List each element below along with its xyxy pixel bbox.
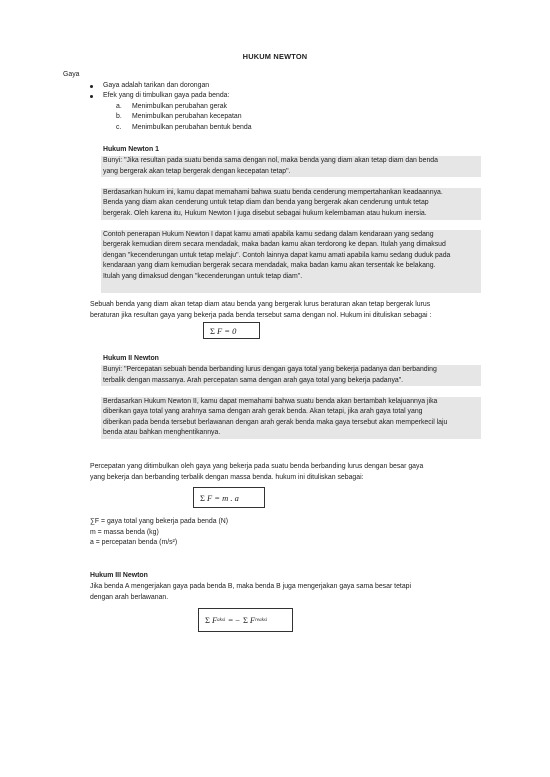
newton3-body — [90, 582, 411, 603]
newton3-line: dengan arah berlawanan. — [90, 593, 169, 601]
bullet-icon — [90, 95, 93, 98]
formula-newton3 — [198, 608, 293, 632]
newton1-body — [103, 156, 450, 282]
newton1-line: bergerak kemudian direm secara mendadak, maka badan kamu akan terdorong ke depan. Itulah yang dimaksud — [103, 241, 446, 248]
effect-text: Menimbulkan perubahan bentuk benda — [132, 124, 252, 131]
newton1-line — [103, 219, 450, 230]
newton1-line: dengan "kecenderungan untuk tetap melaju". Contoh lainnya dapat kamu amati apabila kamu sedang duduk pada — [103, 251, 451, 259]
newton2-heading: Hukum II Newton — [103, 355, 159, 362]
force-symbol: F — [211, 615, 218, 625]
newton1-line: bergerak. Oleh karena itu, Hukum Newton I juga disebut sebagai hukum kelembaman atau hukum inersia. — [103, 209, 427, 217]
formula-newton2 — [193, 487, 265, 508]
sigma-symbol: Σ — [210, 325, 215, 336]
summary-line: Percepatan yang ditimbulkan oleh gaya yang bekerja pada suatu benda berbanding lurus dengan besar gaya — [90, 463, 424, 470]
newton1-heading: Hukum Newton 1 — [103, 146, 159, 153]
force-symbol: F — [249, 615, 256, 625]
newton2-line: benda atau bahkan menghentikannya. — [103, 429, 221, 436]
effect-letter: b. — [116, 113, 122, 120]
newton1-line: Bunyi: "Jika resultan pada suatu benda sama dengan nol, maka benda yang diam akan tetap diam dan benda — [103, 157, 438, 164]
newton1-line — [103, 177, 450, 188]
effect-text: Menimbulkan perubahan kecepatan — [132, 113, 242, 120]
newton3-heading: Hukum III Newton — [90, 572, 148, 579]
newton2-line — [103, 386, 447, 397]
effect-letter: c. — [116, 124, 122, 131]
bullet-icon — [90, 85, 93, 88]
sigma-symbol: Σ — [200, 492, 205, 503]
newton1-line: Itulah yang dimaksud dengan "kecenderungan untuk tetap diam". — [103, 272, 303, 280]
newton1-summary — [90, 300, 431, 321]
subscript-reaksi: reaksi — [255, 617, 268, 623]
sigma-symbol: Σ — [242, 615, 248, 625]
legend-line: m = massa benda (kg) — [90, 528, 159, 536]
newton1-line: Berdasarkan hukum ini, kamu dapat memahami bahwa suatu benda cenderung mempertahankan keadaannya. — [103, 188, 443, 196]
formula-body: F = 0 — [216, 325, 237, 336]
gaya-heading: Gaya — [63, 71, 80, 78]
newton1-line: yang bergerak akan tetap bergerak dengan kecepatan tetap". — [103, 167, 291, 175]
newton2-line: terbalik dengan massanya. Arah percepatan sama dengan arah gaya total yang bekerja padanya". — [103, 376, 404, 384]
summary-line: yang bekerja dan berbanding terbalik dengan massa benda. hukum ini dituliskan sebagai: — [90, 473, 364, 481]
effect-letter: a. — [116, 103, 122, 110]
newton2-legend — [90, 517, 228, 549]
newton1-line: Contoh penerapan Hukum Newton I dapat kamu amati apabila kamu sedang dalam kendaraan yang sedang — [103, 230, 434, 238]
sigma-symbol: Σ — [205, 615, 210, 625]
newton2-line: Bunyi: "Percepatan sebuah benda berbanding lurus dengan gaya total yang bekerja padanya dan berbanding — [103, 366, 437, 373]
document-title: HUKUM NEWTON — [242, 52, 308, 61]
gaya-bullet-2: Efek yang di timbulkan gaya pada benda: — [103, 92, 230, 99]
newton1-line: kendaraan yang diam kemudian bergerak secara mendadak, maka badan kamu akan tersentak ke belakang. — [103, 262, 436, 269]
formula-newton1 — [203, 322, 260, 339]
newton2-body — [103, 365, 447, 439]
summary-line: beraturan jika resultan gaya yang bekerja pada benda tersebut sama dengan nol. Hukum ini dituliskan sebagai : — [90, 311, 432, 319]
equals-minus: = − — [228, 615, 240, 625]
newton1-line: Benda yang diam akan cenderung untuk tetap diam dan benda yang bergerak akan cenderung untuk tetap — [103, 199, 429, 206]
legend-line: ∑F = gaya total yang bekerja pada benda (N) — [90, 518, 229, 525]
gaya-bullet-1: Gaya adalah tarikan dan dorongan — [103, 82, 210, 89]
newton2-summary — [90, 462, 423, 483]
effect-text: Menimbulkan perubahan gerak — [132, 103, 227, 110]
summary-line: Sebuah benda yang diam akan tetap diam atau benda yang bergerak lurus beraturan akan tetap bergerak lurus — [90, 301, 431, 308]
formula-body: F = m . a — [206, 492, 239, 503]
newton2-line: diberikan gaya total yang arahnya sama dengan arah gerak benda. Akan tetapi, jika arah gaya total yang — [103, 408, 423, 415]
newton3-line: Jika benda A mengerjakan gaya pada benda B, maka benda B juga mengerjakan gaya sama besar tetapi — [90, 583, 412, 590]
subscript-aksi: aksi — [217, 617, 226, 623]
newton2-line: diberikan pada benda tersebut berlawanan dengan arah gerak benda maka gaya tersebut akan memperkecil laju — [103, 418, 448, 426]
legend-line: a = percepatan benda (m/s²) — [90, 539, 178, 546]
newton2-line: Berdasarkan Hukum Newton II, kamu dapat memahami bahwa suatu benda akan bertambah kelajuannya jika — [103, 397, 438, 405]
